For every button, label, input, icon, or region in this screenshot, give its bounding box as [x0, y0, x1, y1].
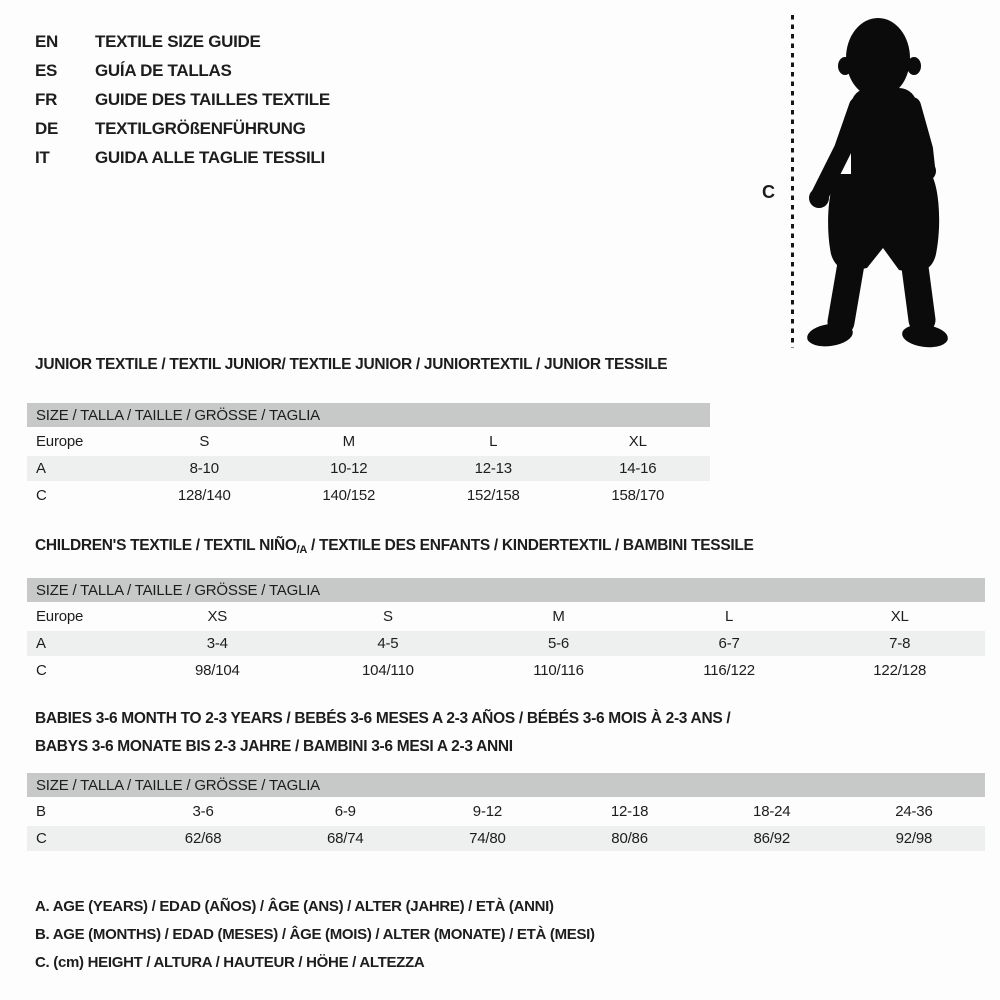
height-cell: 128/140: [177, 487, 231, 504]
table-row-height-cm: [27, 826, 985, 851]
size-cell: M: [552, 608, 565, 625]
language-code: EN: [35, 31, 59, 51]
height-cell: 122/128: [873, 662, 927, 679]
children-title-part1: CHILDREN'S TEXTILE / TEXTIL NIÑO: [35, 537, 297, 554]
height-measure-dotted-line: [791, 15, 794, 348]
size-cell: XS: [207, 608, 228, 625]
height-cell: 158/170: [611, 487, 665, 504]
children-title-subscript: /A: [296, 544, 308, 556]
height-cell: 92/98: [895, 830, 933, 847]
language-row-fr: [35, 85, 330, 114]
guide-title: TEXTILE SIZE GUIDE: [95, 31, 261, 51]
age-cell: 10-12: [330, 460, 368, 477]
children-size-table: [27, 578, 985, 685]
language-row-it: [35, 143, 330, 172]
size-header-band: [27, 403, 710, 427]
guide-title: GUÍA DE TALLAS: [95, 60, 232, 80]
babies-table-title-line2: BABYS 3-6 MONATE BIS 2-3 JAHRE / BAMBINI 3-6 MESI A 2-3 ANNI: [35, 738, 513, 755]
size-cell: XL: [628, 433, 647, 450]
table-row-age-years: [27, 456, 710, 481]
footnote-c: C. (cm) HEIGHT / ALTURA / HAUTEUR / HÖHE / ALTEZZA: [35, 953, 425, 971]
age-cell: 6-9: [334, 803, 356, 820]
height-cell: 68/74: [326, 830, 364, 847]
age-cell: 5-6: [547, 635, 570, 652]
children-title-part2: / TEXTILE DES ENFANTS / KINDERTEXTIL / BAMBINI TESSILE: [307, 537, 754, 554]
size-cell: M: [342, 433, 355, 450]
language-code: IT: [35, 147, 50, 167]
age-cell: 12-18: [610, 803, 649, 820]
table-row-europe: [27, 602, 985, 631]
height-cell: 74/80: [469, 830, 506, 847]
height-cell: 140/152: [322, 487, 376, 504]
size-header-label: SIZE / TALLA / TAILLE / GRÖSSE / TAGLIA: [36, 581, 320, 599]
footnote-a: A. AGE (YEARS) / EDAD (AÑOS) / ÂGE (ANS) / ALTER (JAHRE) / ETÀ (ANNI): [35, 897, 554, 915]
height-cell: 104/110: [362, 662, 414, 679]
row-label: C: [36, 830, 47, 847]
language-title-list: [35, 27, 330, 172]
language-row-de: [35, 114, 330, 143]
age-cell: 4-5: [377, 635, 399, 652]
size-header-label: SIZE / TALLA / TAILLE / GRÖSSE / TAGLIA: [36, 406, 320, 424]
junior-size-table: [27, 403, 710, 510]
babies-size-table: [27, 773, 985, 851]
row-label: C: [36, 662, 47, 679]
footnote-b: B. AGE (MONTHS) / EDAD (MESES) / ÂGE (MOIS) / ALTER (MONATE) / ETÀ (MESI): [35, 925, 595, 943]
table-row-height-cm: [27, 481, 710, 510]
size-header-band: [27, 578, 985, 602]
guide-title: TEXTILGRÖßENFÜHRUNG: [95, 118, 306, 138]
children-table-title: [35, 537, 754, 556]
size-header-label: SIZE / TALLA / TAILLE / GRÖSSE / TAGLIA: [36, 776, 320, 794]
age-cell: 12-13: [474, 460, 512, 477]
table-row-age-years: [27, 631, 985, 656]
size-cell: S: [382, 608, 393, 625]
language-row-es: [35, 56, 330, 85]
guide-title: GUIDE DES TAILLES TEXTILE: [95, 89, 330, 109]
language-row-en: [35, 27, 330, 56]
height-cell: 86/92: [753, 830, 791, 847]
guide-title: GUIDA ALLE TAGLIE TESSILI: [95, 147, 325, 167]
row-label: A: [36, 635, 46, 652]
age-cell: 18-24: [753, 803, 791, 820]
language-code: FR: [35, 89, 58, 109]
age-cell: 3-6: [192, 803, 214, 820]
height-cell: 98/104: [194, 662, 240, 679]
age-cell: 6-7: [718, 635, 740, 652]
size-cell: L: [489, 433, 498, 450]
height-cell: 62/68: [184, 830, 222, 847]
height-cell: 152/158: [466, 487, 520, 504]
height-cell: 80/86: [611, 830, 648, 847]
language-code: ES: [35, 60, 58, 80]
size-cell: XL: [890, 608, 909, 625]
table-row-height-cm: [27, 656, 985, 685]
junior-table-title: JUNIOR TEXTILE / TEXTIL JUNIOR/ TEXTILE JUNIOR / JUNIORTEXTIL / JUNIOR TESSILE: [35, 356, 668, 373]
babies-table-title-line1: BABIES 3-6 MONTH TO 2-3 YEARS / BEBÉS 3-6 MESES A 2-3 AÑOS / BÉBÉS 3-6 MOIS À 2-3 ANS /: [35, 710, 731, 727]
row-label: A: [36, 460, 46, 477]
age-cell: 9-12: [472, 803, 503, 820]
toddler-figure: [760, 10, 995, 355]
height-cell: 116/122: [703, 662, 755, 679]
row-label: B: [36, 803, 46, 820]
size-header-band: [27, 773, 985, 797]
age-cell: 3-4: [206, 635, 228, 652]
footnote-legend: [35, 892, 595, 976]
language-code: DE: [35, 118, 59, 138]
table-row-age-months: [27, 797, 985, 826]
age-cell: 14-16: [619, 460, 657, 477]
age-cell: 8-10: [189, 460, 219, 477]
size-cell: S: [199, 433, 210, 450]
table-row-europe: [27, 427, 710, 456]
size-cell: L: [725, 608, 734, 625]
height-cell: 110/116: [533, 662, 584, 679]
row-label: C: [36, 487, 47, 504]
row-label: Europe: [36, 608, 84, 625]
row-label: Europe: [36, 433, 84, 450]
height-marker-label: C: [762, 182, 775, 202]
age-cell: 24-36: [895, 803, 933, 820]
toddler-silhouette-icon: [805, 14, 951, 352]
age-cell: 7-8: [889, 635, 911, 652]
